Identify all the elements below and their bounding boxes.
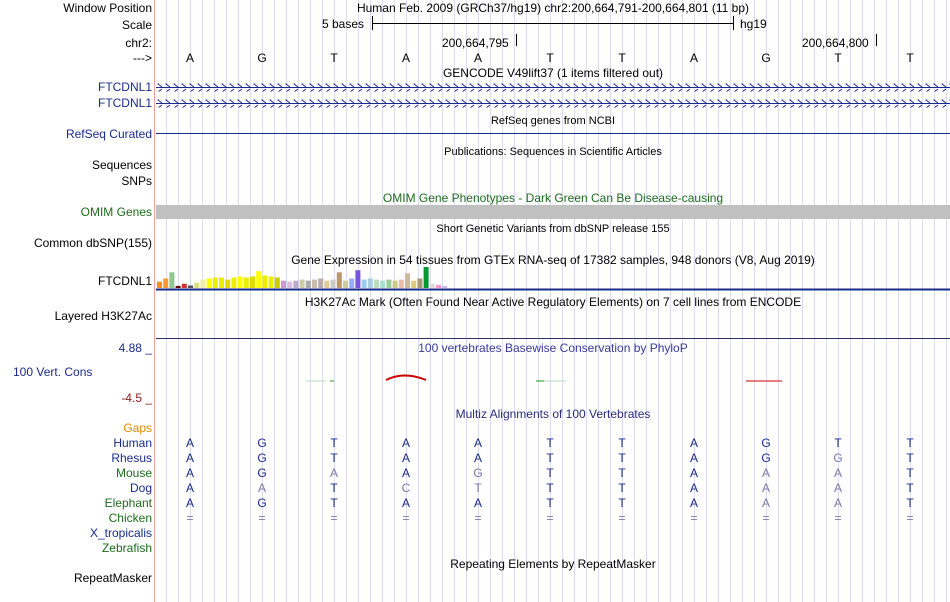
alignment-base: T [618,436,626,450]
gtex-tissue-bar[interactable] [256,271,261,288]
sequences-label[interactable]: Sequences [91,158,152,172]
scale-label: Scale [121,18,152,32]
alignment-base: A [833,466,842,480]
phylop-title: 100 vertebrates Basewise Conservation by PhyloP [418,341,688,355]
gtex-tissue-bar[interactable] [318,279,323,289]
chr-label: chr2: [125,36,152,50]
alignment-base: A [473,436,482,450]
base-letter: T [906,51,914,65]
alignment-base: = [834,511,842,525]
gtex-tissue-bar[interactable] [244,278,249,289]
gencode-title: GENCODE V49lift37 (1 items filtered out) [442,66,664,80]
gtex-tissue-bar[interactable] [355,270,360,288]
species-label[interactable]: Dog [129,481,152,495]
h3k27-title: H3K27Ac Mark (Often Found Near Active Regulatory Elements) on 7 cell lines from ENCODE [304,295,802,309]
alignment-base: A [833,481,842,495]
gtex-tissue-bar[interactable] [213,278,218,289]
alignment-base: T [618,481,626,495]
alignment-base: = [474,511,482,525]
phylop-label[interactable]: 100 Vert. Cons [13,365,93,379]
gencode-item-2-label[interactable]: FTCDNL1 [97,96,152,110]
refseq-title: RefSeq genes from NCBI [490,115,616,127]
base-letter: G [257,51,267,65]
alignment-base: = [762,511,770,525]
base-letter: T [834,51,842,65]
gtex-tissue-bar[interactable] [349,279,354,289]
gtex-bar-chart[interactable] [156,266,950,292]
alignment-base: T [330,436,338,450]
coord-b: 200,664,800 [802,36,869,50]
repeat-label[interactable]: RepeatMasker [73,571,152,585]
alignment-base: G [257,496,267,510]
alignment-base: = [186,511,194,525]
omim-title: OMIM Gene Phenotypes - Dark Green Can Be Disease-causing [382,191,724,205]
alignment-base: A [833,496,842,510]
species-label[interactable]: Chicken [108,511,152,525]
gtex-tissue-bar[interactable] [405,273,410,288]
base-letter: T [618,51,626,65]
gtex-tissue-bar[interactable] [169,272,174,288]
gtex-tissue-bar[interactable] [430,284,435,288]
alignment-base: A [257,481,266,495]
phylop-min: -4.5 _ [121,391,152,405]
base-letter: T [330,51,338,65]
alignment-base: A [329,466,338,480]
alignment-base: T [546,481,554,495]
strand-label: ---> [133,51,152,65]
scale-bar [372,23,733,24]
alignment-base: A [689,496,698,510]
alignment-base: A [689,451,698,465]
alignment-base: A [401,451,410,465]
coord-a: 200,664,795 [442,36,509,50]
gtex-tissue-bar[interactable] [393,281,398,288]
alignment-base: A [761,496,770,510]
gaps-label[interactable]: Gaps [123,421,152,435]
window-position-text: Human Feb. 2009 (GRCh37/hg19) chr2:200,664,791-200,664,801 (11 bp) [356,1,750,15]
gtex-tissue-bar[interactable] [275,278,280,289]
gtex-tissue-bar[interactable] [417,279,422,289]
alignment-base: T [906,481,914,495]
species-label[interactable]: Mouse [115,466,152,480]
refseq-label[interactable]: RefSeq Curated [65,127,152,141]
gtex-tissue-bar[interactable] [262,275,267,288]
alignment-base: T [906,436,914,450]
pubs-title: Publications: Sequences in Scientific Articles [444,146,662,158]
alignment-base: A [401,496,410,510]
gtex-tissue-bar[interactable] [380,281,385,288]
alignment-base: G [257,451,267,465]
alignment-base: C [401,481,411,495]
alignment-base: A [185,451,194,465]
alignment-base: T [618,451,626,465]
gtex-tissue-bar[interactable] [225,280,230,288]
gtex-tissue-bar[interactable] [200,280,205,288]
h3k27-baseline [156,338,950,339]
phylop-wiggle[interactable] [156,370,950,384]
gtex-tissue-bar[interactable] [343,281,348,288]
alignment-base: A [761,481,770,495]
alignment-base: A [401,466,410,480]
alignment-base: A [761,466,770,480]
gtex-tissue-bar[interactable] [442,286,447,288]
alignment-base: T [330,451,338,465]
alignment-base: = [330,511,338,525]
refseq-gene-line[interactable] [156,133,950,134]
alignment-base: A [185,496,194,510]
gtex-tissue-bar[interactable] [163,279,168,289]
dbsnp-title: Short Genetic Variants from dbSNP release 155 [436,223,670,235]
alignment-base: A [689,436,698,450]
alignment-base: A [689,481,698,495]
dbsnp-label[interactable]: Common dbSNP(155) [33,236,152,250]
gtex-label[interactable]: FTCDNL1 [97,274,152,288]
gtex-tissue-bar[interactable] [312,280,317,288]
phylop-max: 4.88 _ [118,341,152,355]
species-label[interactable]: Rhesus [111,451,152,465]
scale-text: 5 bases [322,17,365,31]
alignment-base: = [258,511,266,525]
gtex-tissue-bar[interactable] [281,281,286,288]
species-label[interactable]: Zebrafish [101,541,152,555]
omim-phenotype-bar[interactable] [156,205,950,219]
alignment-base: G [761,451,771,465]
repeat-title: Repeating Elements by RepeatMasker [450,557,656,571]
multiz-title: Multiz Alignments of 100 Vertebrates [455,407,651,421]
base-letter: A [185,51,194,65]
gtex-tissue-bar[interactable] [306,281,311,288]
gtex-tissue-bar[interactable] [324,281,329,288]
alignment-base: A [185,481,194,495]
gtex-tissue-bar[interactable] [269,276,274,288]
alignment-base: = [906,511,914,525]
species-label[interactable]: X_tropicalis [89,526,152,540]
gtex-tissue-bar[interactable] [250,276,255,288]
alignment-base: G [257,466,267,480]
alignment-base: T [906,451,914,465]
base-letter: A [401,51,410,65]
base-letter: A [689,51,698,65]
window-position-label: Window Position [63,1,152,15]
alignment-base: A [401,436,410,450]
alignment-base: T [618,466,626,480]
gtex-tissue-bar[interactable] [386,280,391,288]
alignment-base: A [473,496,482,510]
alignment-base: T [834,436,842,450]
species-label[interactable]: Elephant [104,496,152,510]
scale-bar-right [733,16,734,30]
gencode-item-1-label[interactable]: FTCDNL1 [97,80,152,94]
alignment-base: G [257,436,267,450]
gtex-tissue-bar[interactable] [337,272,342,288]
omim-label[interactable]: OMIM Genes [80,205,152,219]
scale-assembly: hg19 [740,17,767,31]
gencode-gene-features[interactable] [156,80,950,110]
gtex-tissue-bar[interactable] [374,280,379,288]
gtex-tissue-bar[interactable] [188,286,193,289]
species-label[interactable]: Human [113,436,152,450]
alignment-base: T [330,481,338,495]
gtex-tissue-bar[interactable] [300,280,305,288]
alignment-base: G [761,436,771,450]
alignment-base: = [546,511,554,525]
gtex-tissue-bar[interactable] [331,280,336,288]
alignment-base: T [618,496,626,510]
alignment-base: A [185,436,194,450]
gtex-tissue-bar[interactable] [207,279,212,289]
gtex-tissue-bar[interactable] [368,279,373,289]
alignment-base: T [546,496,554,510]
gtex-tissue-bar[interactable] [182,284,187,288]
alignment-base: A [473,451,482,465]
alignment-base: T [546,451,554,465]
gtex-tissue-bar[interactable] [399,280,404,288]
alignment-base: A [185,466,194,480]
gtex-tissue-bar[interactable] [436,285,441,288]
gtex-tissue-bar[interactable] [176,286,181,288]
alignment-base: G [833,451,843,465]
base-letter: A [473,51,482,65]
alignment-base: T [474,481,482,495]
gtex-tissue-bar[interactable] [424,267,429,288]
alignment-base: = [690,511,698,525]
gtex-title: Gene Expression in 54 tissues from GTEx RNA-seq of 17382 samples, 948 donors (V8, Aug 2019) [291,253,815,267]
alignment-base: T [330,496,338,510]
gtex-tissue-bar[interactable] [231,278,236,289]
gtex-tissue-bar[interactable] [219,278,224,289]
base-letter: T [546,51,554,65]
coord-b-tick [876,34,877,46]
gtex-tissue-bar[interactable] [194,283,199,288]
gtex-tissue-bar[interactable] [238,276,243,288]
coord-a-tick [516,34,517,46]
alignment-base: T [906,466,914,480]
alignment-base: T [546,466,554,480]
snps-label[interactable]: SNPs [121,174,152,188]
alignment-base: = [402,511,410,525]
alignment-base: T [906,496,914,510]
alignment-base: A [689,466,698,480]
gtex-tissue-bar[interactable] [362,280,367,288]
gtex-tissue-bar[interactable] [411,281,416,288]
base-letter: G [761,51,771,65]
alignment-base: = [618,511,626,525]
gtex-tissue-bar[interactable] [287,282,292,288]
alignment-base: T [546,436,554,450]
gtex-tissue-bar[interactable] [157,282,162,288]
gtex-tissue-bar[interactable] [293,281,298,288]
alignment-base: G [473,466,483,480]
h3k27-label[interactable]: Layered H3K27Ac [54,309,152,323]
